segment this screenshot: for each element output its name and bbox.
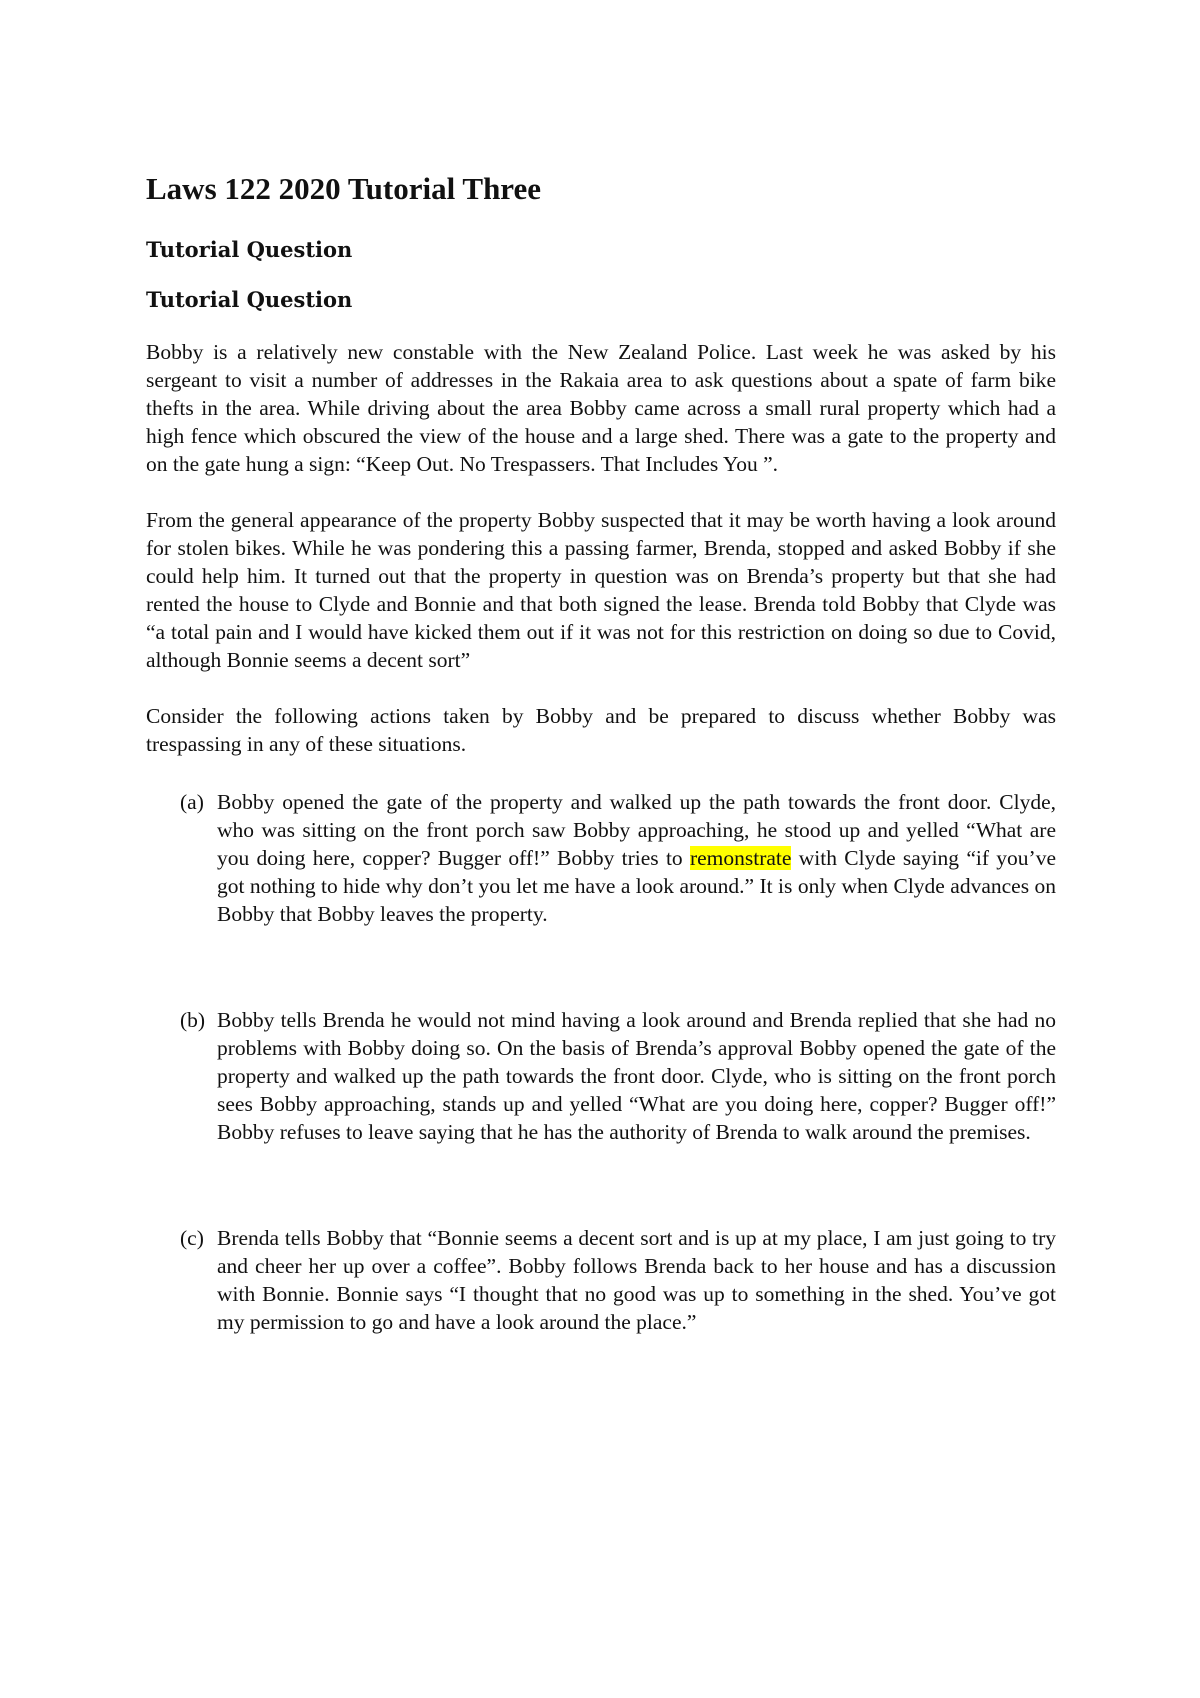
document-title: Laws 122 2020 Tutorial Three: [146, 171, 542, 206]
item-label-a: (a): [180, 789, 204, 814]
document-body: [146, 170, 1056, 1336]
item-text-c: Brenda tells Bobby that “Bonnie seems a decent sort and is up at my place, I am just going to try and cheer her up over a coffee”. Bobby follows Brenda back to her house and has a discussion with Bonnie. Bonnie says “I thought that no good was up to something in the shed. You’ve got my permission to go and have a look around the place.”: [217, 1225, 1056, 1334]
question-item-b: [180, 1006, 1056, 1146]
item-text-a-after: with Clyde saying “if you’ve got nothing to hide why don’t you let me have a look around.” It is only when Clyde advances on Bobby that Bobby leaves the property.: [217, 845, 1056, 926]
item-label-b: (b): [180, 1007, 206, 1032]
question-list: [146, 788, 1056, 1336]
subheading-tutorial-question-2: Tutorial Question: [146, 287, 353, 313]
item-label-c: (c): [180, 1225, 204, 1250]
paragraph-background: From the general appearance of the property Bobby suspected that it may be worth having a look around for stolen bikes. While he was pondering this a passing farmer, Brenda, stopped and asked Bobby if she could help him. It turned out that the property in question was on Brenda’s property but that she had rented the house to Clyde and Bonnie and that both signed the lease. Brenda told Bobby that Clyde was “a total pain and I would have kicked them out if it was not for this restriction on doing so due to Covid, although Bonnie seems a decent sort”: [146, 507, 1056, 672]
item-text-a: [217, 788, 1056, 928]
paragraph-scenario: Bobby is a relatively new constable with the New Zealand Police. Last week he was asked by his sergeant to visit a number of addresses in the Rakaia area to ask questions about a spate of farm bike thefts in the area. While driving about the area Bobby came across a small rural property which had a high fence which obscured the view of the house and a large shed. There was a gate to the property and on the gate hung a sign: “Keep Out. No Trespassers. That Includes You ”.: [146, 339, 1056, 476]
item-text-b: Bobby tells Brenda he would not mind having a look around and Brenda replied that she had no problems with Bobby doing so. On the basis of Brenda’s approval Bobby opened the gate of the property and walked up the path towards the front door. Clyde, who is sitting on the front porch sees Bobby approaching, stands up and yelled “What are you doing here, copper? Bugger off!” Bobby refuses to leave saying that he has the authority of Brenda to walk around the premises.: [217, 1007, 1056, 1144]
highlighted-word: remonstrate: [689, 845, 792, 870]
question-item-a: [180, 788, 1056, 928]
subheading-tutorial-question-1: Tutorial Question: [146, 237, 353, 263]
question-item-c: [180, 1224, 1056, 1336]
paragraph-instructions: Consider the following actions taken by Bobby and be prepared to discuss whether Bobby was trespassing in any of these situations.: [146, 703, 1056, 756]
item-text-a-before: Bobby opened the gate of the property and walked up the path towards the front door. Clyde, who was sitting on the front porch saw Bobby approaching, he stood up and yelled “What are you doing here, copper? Bugger off!” Bobby tries to: [217, 789, 1056, 870]
